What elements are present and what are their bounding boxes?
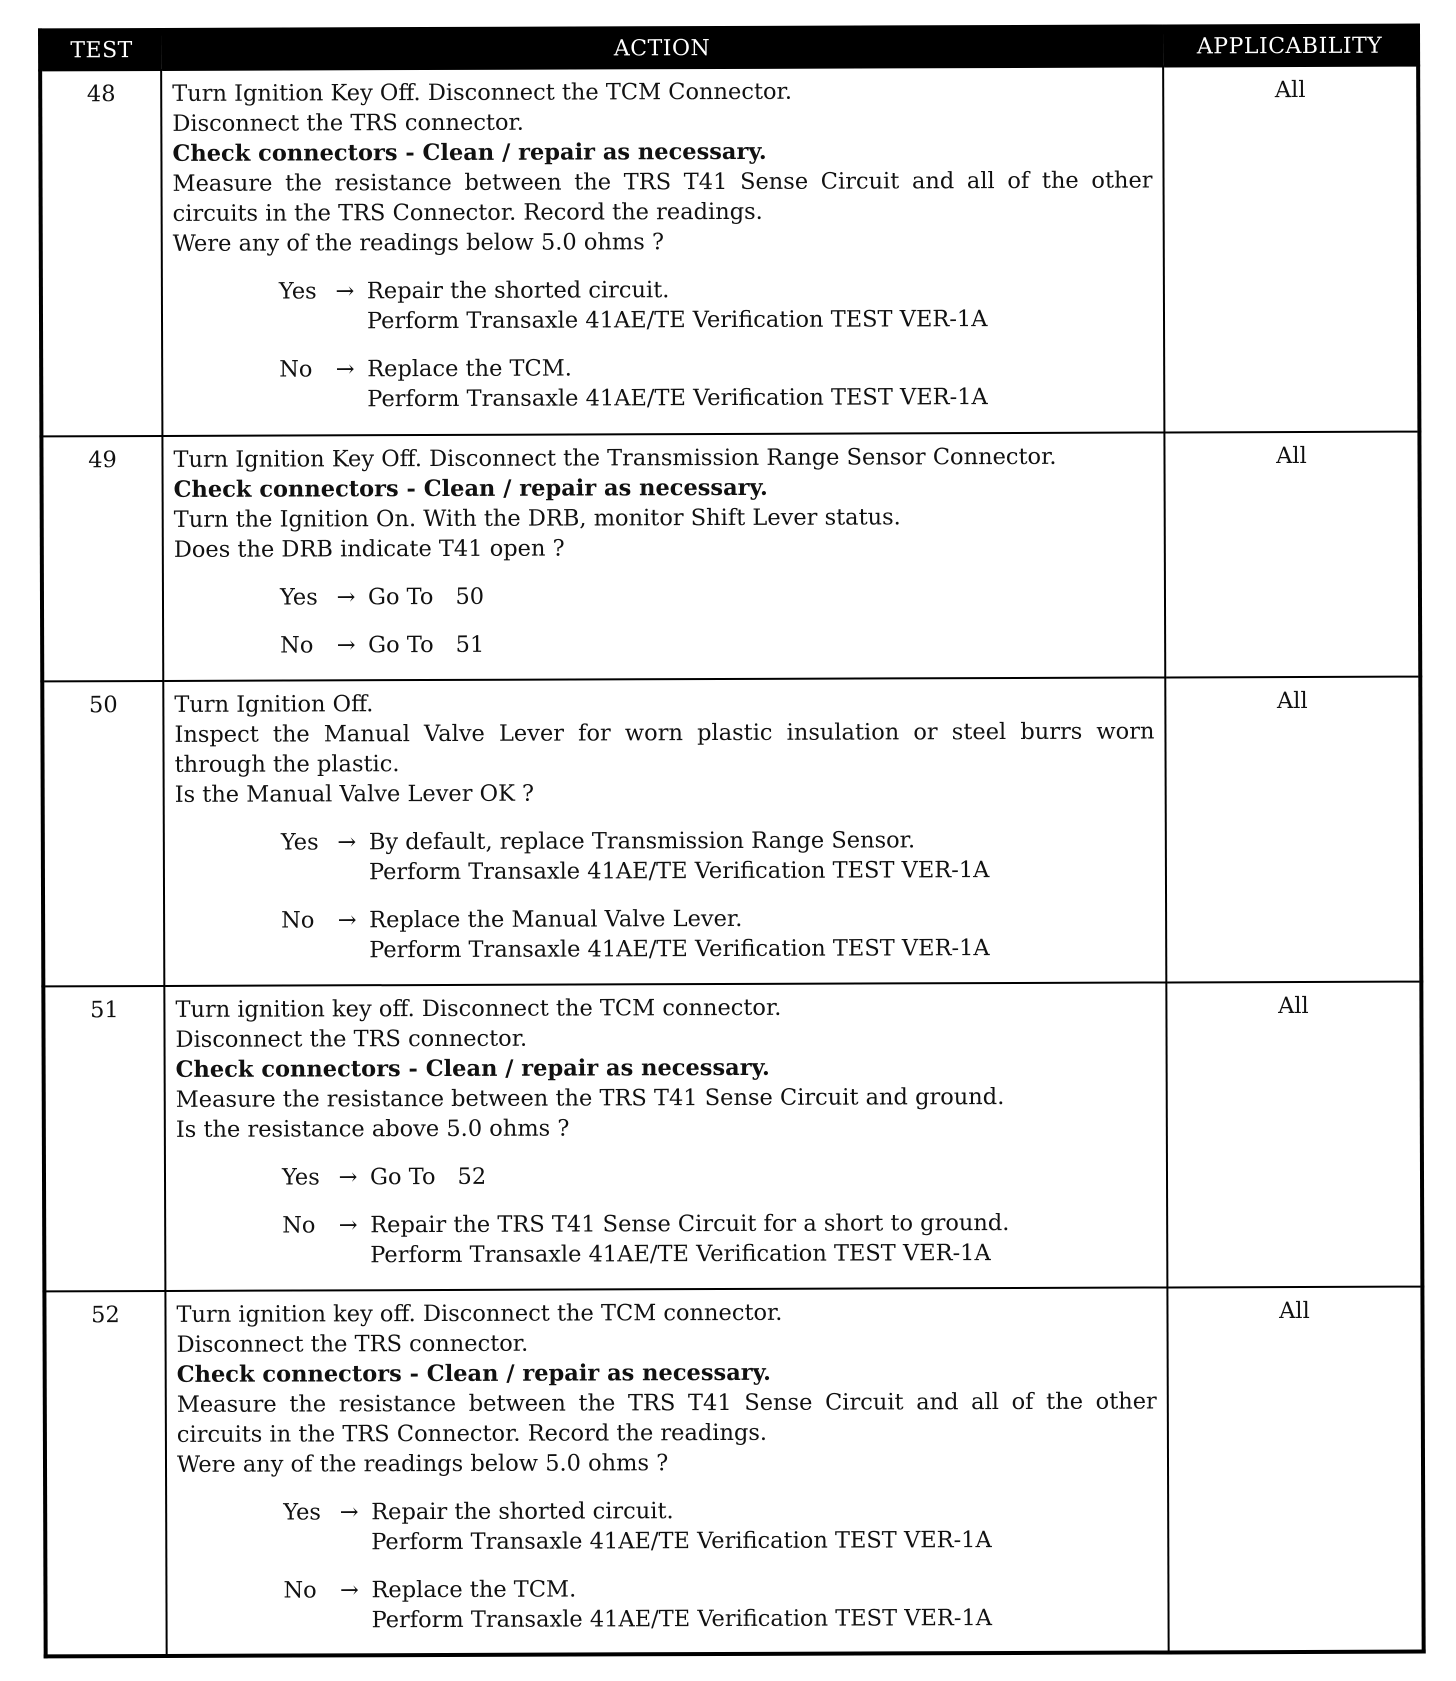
test-action xyxy=(162,432,1165,680)
test-number: 50 xyxy=(42,681,164,986)
right-arrow-icon: → xyxy=(335,278,355,305)
right-arrow-icon: → xyxy=(338,1164,358,1191)
action-line: Measure the resistance between the TRS T41 Sense Circuit and all of the other xyxy=(172,167,1153,197)
result-line: Repair the shorted circuit. xyxy=(366,277,670,305)
yes-label: Yes xyxy=(280,829,319,856)
header-action: ACTION xyxy=(161,26,1163,69)
applicability-value: All xyxy=(1166,982,1422,1288)
action-question: Does the DRB indicate T41 open ? xyxy=(173,535,565,563)
branch-list xyxy=(177,1494,1157,1635)
branch-result xyxy=(370,1207,1156,1270)
result-line: Perform Transaxle 41AE/TE Verification TEST VER-1A xyxy=(366,306,988,335)
action-question: Were any of the readings below 5.0 ohms ? xyxy=(172,229,665,257)
diagnostic-table xyxy=(38,24,1426,1659)
check-connectors-note: Check connectors - Clean / repair as necessary. xyxy=(175,1054,770,1083)
test-number: 49 xyxy=(41,436,163,681)
action-line: Turn the Ignition On. With the DRB, monitor Shift Lever status. xyxy=(173,504,901,533)
action-line: Turn Ignition Key Off. Disconnect the Transmission Range Sensor Connector. xyxy=(173,443,1057,473)
right-arrow-icon: → xyxy=(336,584,356,611)
test-number: 48 xyxy=(40,70,162,436)
branch-result xyxy=(371,1572,1157,1635)
goto-target: 51 xyxy=(455,631,485,658)
result-line: Perform Transaxle 41AE/TE Verification TEST VER-1A xyxy=(367,384,988,413)
no-branch xyxy=(283,1572,1157,1635)
branch-list xyxy=(174,579,1154,660)
action-line: circuits in the TRS Connector. Record the readings. xyxy=(172,198,763,227)
action-line: Turn Ignition Key Off. Disconnect the TCM Connector. xyxy=(172,78,793,107)
result-line: Repair the shorted circuit. xyxy=(371,1498,674,1526)
test-action xyxy=(163,677,1166,985)
action-question: Were any of the readings below 5.0 ohms ? xyxy=(176,1450,669,1478)
test-number: 51 xyxy=(43,986,165,1291)
test-row-49 xyxy=(41,432,1420,682)
right-arrow-icon: → xyxy=(337,907,357,934)
right-arrow-icon: → xyxy=(338,1212,358,1239)
no-label: No xyxy=(283,1577,317,1604)
no-branch xyxy=(279,351,1153,414)
action-line: Measure the resistance between the TRS T41 Sense Circuit and ground. xyxy=(175,1084,1005,1113)
action-line: Turn ignition key off. Disconnect the TCM connector. xyxy=(176,1299,783,1328)
right-arrow-icon: → xyxy=(339,1577,359,1604)
branch-list xyxy=(173,273,1153,414)
action-line: Disconnect the TRS connector. xyxy=(172,109,524,137)
action-question: Is the resistance above 5.0 ohms ? xyxy=(175,1115,570,1143)
branch-list xyxy=(176,1159,1156,1270)
no-label: No xyxy=(279,356,313,383)
branch-result xyxy=(371,1494,1157,1557)
branch-result xyxy=(367,351,1153,414)
branch-list xyxy=(175,824,1155,965)
action-line: Disconnect the TRS connector. xyxy=(176,1330,529,1358)
yes-branch xyxy=(280,579,1154,612)
branch-result xyxy=(370,1159,1156,1192)
branch-result xyxy=(368,627,1154,660)
result-line: Perform Transaxle 41AE/TE Verification TEST VER-1A xyxy=(371,1527,992,1556)
goto-label: Go To xyxy=(369,1164,436,1191)
no-label: No xyxy=(282,1212,316,1239)
right-arrow-icon: → xyxy=(335,356,355,383)
branch-result xyxy=(368,579,1154,612)
yes-branch xyxy=(281,824,1155,887)
test-action xyxy=(161,66,1164,435)
right-arrow-icon: → xyxy=(339,1499,359,1526)
result-line: Perform Transaxle 41AE/TE Verification TEST VER-1A xyxy=(371,1605,993,1634)
table-header-row xyxy=(40,26,1418,71)
action-line: Measure the resistance between the TRS T41 Sense Circuit and all of the other xyxy=(176,1388,1157,1418)
header-applicability: APPLICABILITY xyxy=(1163,26,1418,67)
goto-target: 52 xyxy=(457,1163,487,1190)
branch-result xyxy=(367,273,1153,336)
result-line: Perform Transaxle 41AE/TE Verification TEST VER-1A xyxy=(369,935,990,964)
test-row-50 xyxy=(42,677,1421,987)
branch-result xyxy=(369,824,1155,887)
no-label: No xyxy=(281,907,315,934)
goto-target: 50 xyxy=(455,583,485,610)
applicability-value: All xyxy=(1164,432,1420,678)
test-number: 52 xyxy=(44,1291,166,1656)
yes-label: Yes xyxy=(278,278,317,305)
result-line: Perform Transaxle 41AE/TE Verification TEST VER-1A xyxy=(368,857,990,886)
action-line: Turn ignition key off. Disconnect the TCM connector. xyxy=(175,994,782,1023)
test-action xyxy=(164,982,1167,1290)
result-line: By default, replace Transmission Range Sensor. xyxy=(368,827,916,856)
right-arrow-icon: → xyxy=(336,632,356,659)
applicability-value: All xyxy=(1167,1287,1423,1653)
action-line: Turn Ignition Off. xyxy=(174,691,374,718)
no-branch xyxy=(282,1207,1156,1270)
action-line: through the plastic. xyxy=(174,751,400,778)
yes-label: Yes xyxy=(283,1499,321,1526)
yes-branch xyxy=(279,273,1153,336)
header-test: TEST xyxy=(40,30,161,70)
check-connectors-note: Check connectors - Clean / repair as necessary. xyxy=(172,138,767,167)
yes-label: Yes xyxy=(279,584,318,611)
no-branch xyxy=(281,902,1155,965)
branch-result xyxy=(369,902,1155,965)
action-line: Inspect the Manual Valve Lever for worn plastic insulation or steel burrs worn xyxy=(174,718,1155,748)
applicability-value: All xyxy=(1165,677,1421,983)
test-action xyxy=(165,1287,1168,1655)
yes-branch xyxy=(282,1159,1156,1192)
no-label: No xyxy=(280,632,314,659)
result-line: Replace the TCM. xyxy=(367,355,572,383)
yes-branch xyxy=(283,1494,1157,1557)
action-question: Is the Manual Valve Lever OK ? xyxy=(174,780,535,808)
result-line: Replace the Manual Valve Lever. xyxy=(369,905,743,934)
no-branch xyxy=(280,627,1154,660)
applicability-value: All xyxy=(1163,66,1419,433)
test-row-48 xyxy=(40,66,1419,437)
yes-label: Yes xyxy=(281,1164,320,1191)
test-row-52 xyxy=(44,1287,1423,1657)
result-line: Perform Transaxle 41AE/TE Verification TEST VER-1A xyxy=(370,1240,991,1269)
test-row-51 xyxy=(43,982,1422,1292)
result-line: Replace the TCM. xyxy=(371,1576,577,1604)
goto-label: Go To xyxy=(367,584,434,611)
check-connectors-note: Check connectors - Clean / repair as necessary. xyxy=(173,474,768,503)
goto-label: Go To xyxy=(368,632,434,659)
action-line: circuits in the TRS Connector. Record the readings. xyxy=(176,1419,768,1448)
action-line: Disconnect the TRS connector. xyxy=(175,1025,528,1053)
result-line: Repair the TRS T41 Sense Circuit for a short to ground. xyxy=(370,1209,1010,1239)
right-arrow-icon: → xyxy=(337,829,357,856)
check-connectors-note: Check connectors - Clean / repair as necessary. xyxy=(176,1359,771,1388)
